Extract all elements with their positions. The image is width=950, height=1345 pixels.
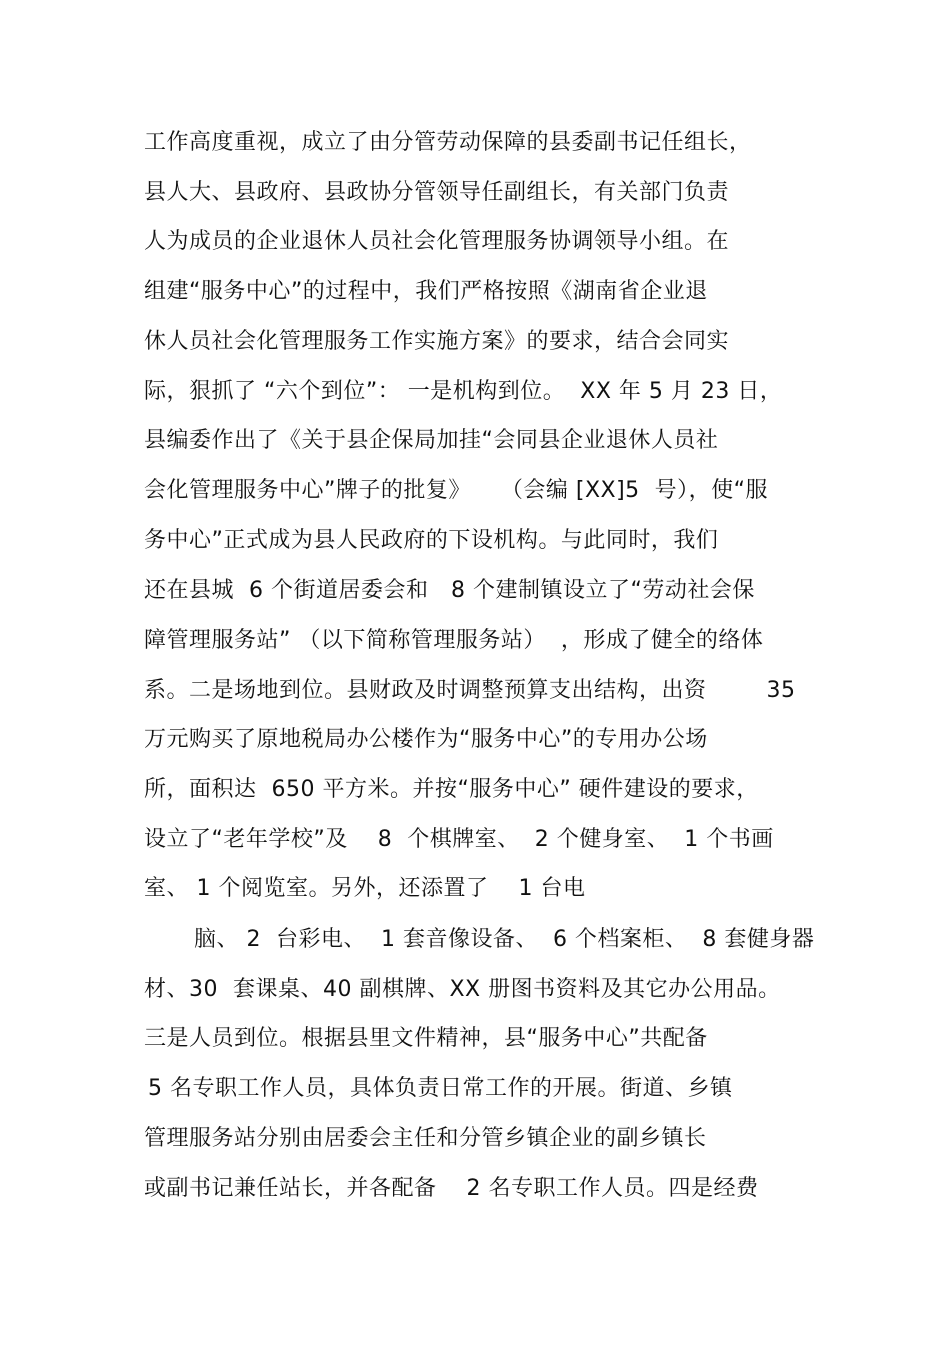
text-line: 县人大、县政府、县政协分管领导任副组长，有关部门负责 bbox=[144, 180, 730, 205]
text-line: 还在县城 6 个街道居委会和 8 个建制镇设立了“劳动社会保 bbox=[144, 578, 755, 603]
text-line: 人为成员的企业退休人员社会化管理服务协调领导小组。在 bbox=[144, 229, 730, 254]
text-line: 室、 1 个阅览室。另外，还添置了 1 台电 bbox=[144, 876, 586, 901]
text-line: 所，面积达 650 平方米。并按“服务中心” 硬件建设的要求， bbox=[144, 777, 759, 802]
text-line: 际，狠抓了 “六个到位”： 一是机构到位。 XX 年 5 月 23 日， bbox=[144, 379, 783, 404]
text-line: 务中心”正式成为县人民政府的下设机构。与此同时，我们 bbox=[144, 528, 719, 553]
paragraph-start-line: 脑、 2 台彩电、 1 套音像设备、 6 个档案柜、 8 套健身器 bbox=[194, 927, 815, 952]
text-line: 工作高度重视，成立了由分管劳动保障的县委副书记任组长， bbox=[144, 130, 752, 155]
text-line: 万元购买了原地税局办公楼作为“服务中心”的专用办公场 bbox=[144, 727, 708, 752]
text-line: 或副书记兼任站长，并各配备 2 名专职工作人员。四是经费 bbox=[144, 1176, 759, 1201]
text-line: 5 名专职工作人员，具体负责日常工作的开展。街道、乡镇 bbox=[148, 1076, 733, 1101]
text-line: 材、30 套课桌、40 副棋牌、XX 册图书资料及其它办公用品。 bbox=[144, 977, 781, 1002]
text-line: 县编委作出了《关于县企保局加挂“会同县企业退休人员社 bbox=[144, 428, 719, 453]
text-line: 会化管理服务中心”牌子的批复》 （会编 [XX]5 号），使“服 bbox=[144, 478, 769, 503]
text-line: 三是人员到位。根据县里文件精神，县“服务中心”共配备 bbox=[144, 1026, 708, 1051]
text-line: 管理服务站分别由居委会主任和分管乡镇企业的副乡镇长 bbox=[144, 1126, 707, 1151]
text-line: 系。二是场地到位。县财政及时调整预算支出结构，出资 35 bbox=[144, 678, 796, 703]
text-line: 休人员社会化管理服务工作实施方案》的要求，结合会同实 bbox=[144, 329, 730, 354]
text-line: 设立了“老年学校”及 8 个棋牌室、 2 个健身室、 1 个书画 bbox=[144, 827, 774, 852]
text-line: 组建“服务中心”的过程中，我们严格按照《湖南省企业退 bbox=[144, 279, 708, 304]
text-line: 障管理服务站” （以下简称管理服务站） ，形成了健全的络体 bbox=[144, 628, 764, 653]
